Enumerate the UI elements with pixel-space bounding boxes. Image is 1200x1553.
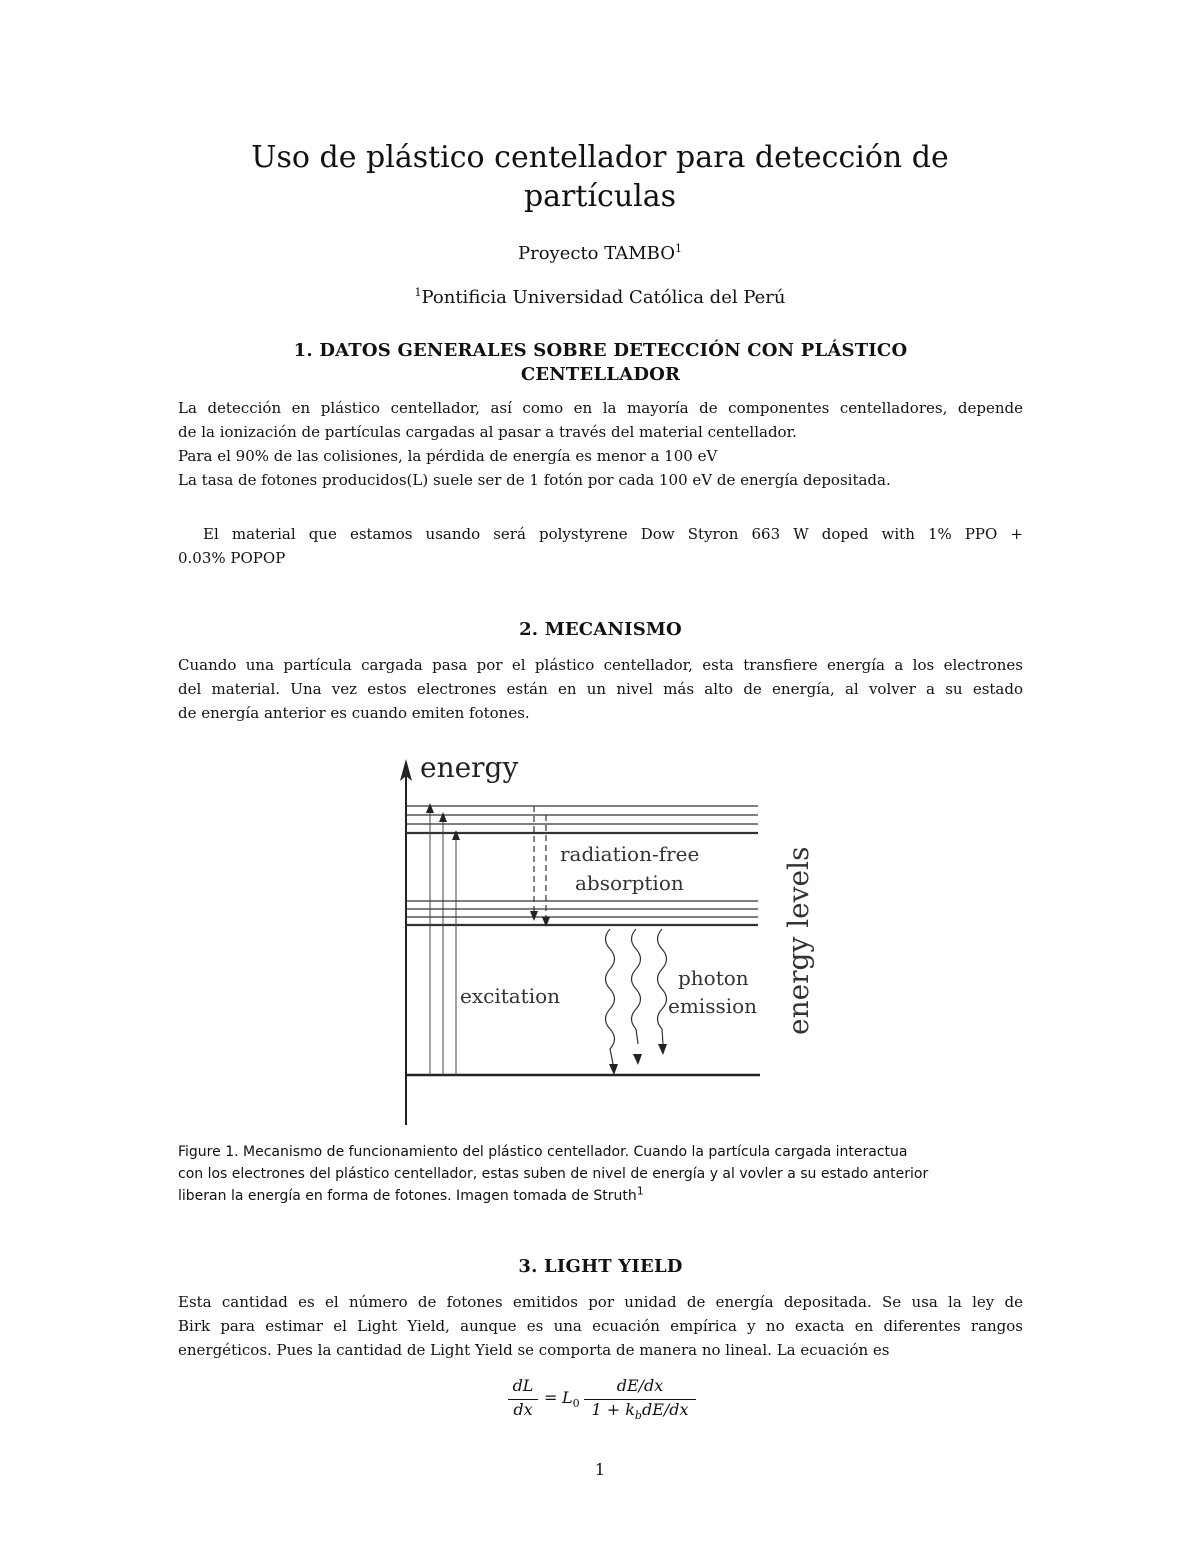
upper-levels (406, 806, 758, 833)
caption-line-2: con los electrones del plástico centellador, estas suben de nivel de energía y al vovler a su estado anterior (178, 1166, 929, 1182)
section-2-line-1: Cuando una partícula cargada pasa por el plástico centellador, esta transfiere energía a los electrones (178, 656, 1023, 674)
caption-line-1: Figure 1. Mecanismo de funcionamiento del plástico centellador. Cuando la partícula cargada interactua (178, 1144, 908, 1160)
section-2-line-2: del material. Una vez estos electrones están en un nivel más alto de energía, al volver a su estado (178, 680, 1023, 698)
rhs-denominator-subscript: b (634, 1409, 642, 1423)
rhs-denominator-a: 1 + k (591, 1400, 635, 1419)
section-3-paragraph (178, 1290, 1023, 1362)
caption-line-3-text: liberan la energía en forma de fotones. Imagen tomada de Struth (178, 1188, 637, 1204)
section-1-line-3: Para el 90% de las colisiones, la pérdida de energía es menor a 100 eV (178, 447, 718, 465)
equals-sign: = (544, 1388, 558, 1407)
radiation-free-label: radiation-free (560, 842, 700, 866)
section-3-line-2: Birk para estimar el Light Yield, aunque es una ecuación empírica y no exacta en diferentes rangos (178, 1317, 1023, 1335)
coefficient-subscript: 0 (572, 1397, 580, 1411)
affiliation-superscript: 1 (414, 286, 422, 299)
section-2-line-3: de energía anterior es cuando emiten fotones. (178, 704, 530, 722)
section-1-line-1: La detección en plástico centellador, así como en la mayoría de componentes centelladores, depende (178, 399, 1023, 417)
title-line-2: partículas (523, 179, 677, 214)
section-1-heading-line-1: 1. DATOS GENERALES SOBRE DETECCIÓN CON PLÁSTICO (293, 340, 908, 361)
paper-title (150, 138, 1050, 216)
section-2-heading: 2. MECANISMO (519, 619, 682, 640)
excitation-arrows (426, 803, 460, 1075)
section-2-paragraph (178, 653, 1023, 725)
energy-level-diagram (380, 745, 840, 1130)
author-line (150, 242, 1050, 266)
photon-arrowheads (609, 1044, 667, 1075)
material-line-1: El material que estamos usando será polystyrene Dow Styron 663 W doped with 1% PPO + (203, 525, 1023, 543)
rhs-denominator-b: dE/dx (641, 1400, 689, 1419)
section-1-paragraph (178, 396, 1023, 492)
affiliation-name: Pontificia Universidad Católica del Perú (421, 287, 786, 308)
material-paragraph (178, 522, 1023, 570)
absorption-label: absorption (575, 871, 684, 895)
author-superscript: 1 (675, 242, 683, 255)
page-number: 1 (594, 1460, 606, 1479)
caption-line-3 (178, 1185, 1023, 1207)
section-3-line-3: energéticos. Pues la cantidad de Light Yield se comporta de manera no lineal. La ecuación es (178, 1341, 890, 1359)
lhs-numerator: dL (512, 1376, 534, 1395)
section-1-heading-line-2: CENTELLADOR (520, 364, 681, 385)
material-line-2: 0.03% POPOP (178, 549, 286, 567)
rhs-denominator (584, 1400, 696, 1422)
section-1-line-2: de la ionización de partículas cargadas al pasar a través del material centellador. (178, 423, 797, 441)
middle-levels (406, 901, 758, 925)
caption-superscript: 1 (636, 1184, 644, 1198)
lhs-denominator: dx (513, 1400, 533, 1419)
author-name: Proyecto TAMBO (517, 243, 676, 264)
energy-axis-label: energy (420, 751, 519, 784)
section-1-heading (178, 339, 1023, 387)
title-line-1: Uso de plástico centellador para detección de (251, 140, 949, 175)
section-3-line-1: Esta cantidad es el número de fotones emitidos por unidad de energía depositada. Se usa la ley de (178, 1293, 1023, 1311)
affiliation-line (150, 286, 1050, 310)
photon-label: photon (678, 966, 749, 990)
photon-emission-arrows (606, 929, 667, 1064)
section-1-line-4: La tasa de fotones producidos(L) suele ser de 1 fotón por cada 100 eV de energía depositada. (178, 471, 891, 489)
rhs-numerator: dE/dx (616, 1376, 664, 1395)
birks-law-equation (500, 1376, 700, 1426)
coefficient-symbol: L (562, 1388, 573, 1407)
coefficient (562, 1388, 580, 1410)
emission-label: emission (668, 994, 758, 1018)
section-3-heading: 3. LIGHT YIELD (518, 1256, 683, 1277)
energy-levels-label: energy levels (782, 846, 815, 1035)
figure-caption (178, 1141, 1023, 1207)
excitation-label: excitation (460, 984, 561, 1008)
